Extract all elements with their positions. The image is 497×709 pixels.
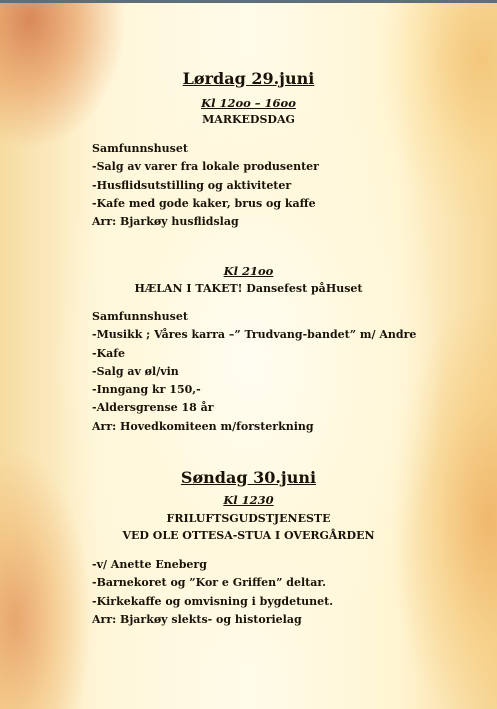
- detail-line: -Salg av øl/vin: [92, 364, 179, 378]
- sunday-event-title-line-2: VED OLE OTTESA-STUA I OVERGÅRDEN: [122, 529, 375, 542]
- detail-line: -v/ Anette Eneberg: [92, 558, 207, 571]
- detail-line: -Aldersgrense 18 år: [92, 401, 214, 415]
- detail-line: -Barnekoret og ”Kor e Griffen” deltar.: [92, 576, 326, 590]
- saturday-event-2-title: HÆLAN I TAKET! Dansefest påHuset: [134, 282, 363, 295]
- saturday-title: Lørdag 29.juni: [182, 69, 315, 88]
- detail-line: Samfunnshuset: [92, 310, 188, 323]
- detail-line: -Musikk ; Våres karra –” Trudvang-bandet” m/ Andre: [92, 328, 417, 342]
- top-border: [0, 0, 497, 3]
- sunday-event-title-line-1: FRILUFTSGUDSTJENESTE: [166, 512, 331, 525]
- detail-line: -Husflidsutstilling og aktiviteter: [92, 178, 292, 192]
- saturday-event-1-title: MARKEDSDAG: [202, 113, 295, 126]
- saturday-event-1-details: [92, 140, 472, 231]
- sunday-time-1: Kl 1230: [223, 493, 274, 507]
- detail-line: Arr: Hovedkomiteen m/forsterkning: [92, 419, 314, 433]
- detail-line: -Salg av varer fra lokale produsenter: [92, 160, 319, 174]
- saturday-time-1: Kl 12oo – 16oo: [201, 96, 296, 110]
- detail-line: Arr: Bjarkøy slekts- og historielag: [92, 612, 302, 626]
- detail-line: -Kafe: [92, 346, 125, 360]
- detail-line: Samfunnshuset: [92, 142, 188, 155]
- saturday-event-2-details: [92, 308, 472, 436]
- sunday-event-details: [92, 556, 472, 629]
- detail-line: -Inngang kr 150,-: [92, 383, 201, 397]
- detail-line: -Kirkekaffe og omvisning i bygdetunet.: [92, 594, 334, 608]
- sunday-title: Søndag 30.juni: [180, 468, 317, 487]
- saturday-time-2: Kl 21oo: [223, 264, 274, 278]
- detail-line: -Kafe med gode kaker, brus og kaffe: [92, 196, 316, 210]
- detail-line: Arr: Bjarkøy husflidslag: [92, 215, 239, 229]
